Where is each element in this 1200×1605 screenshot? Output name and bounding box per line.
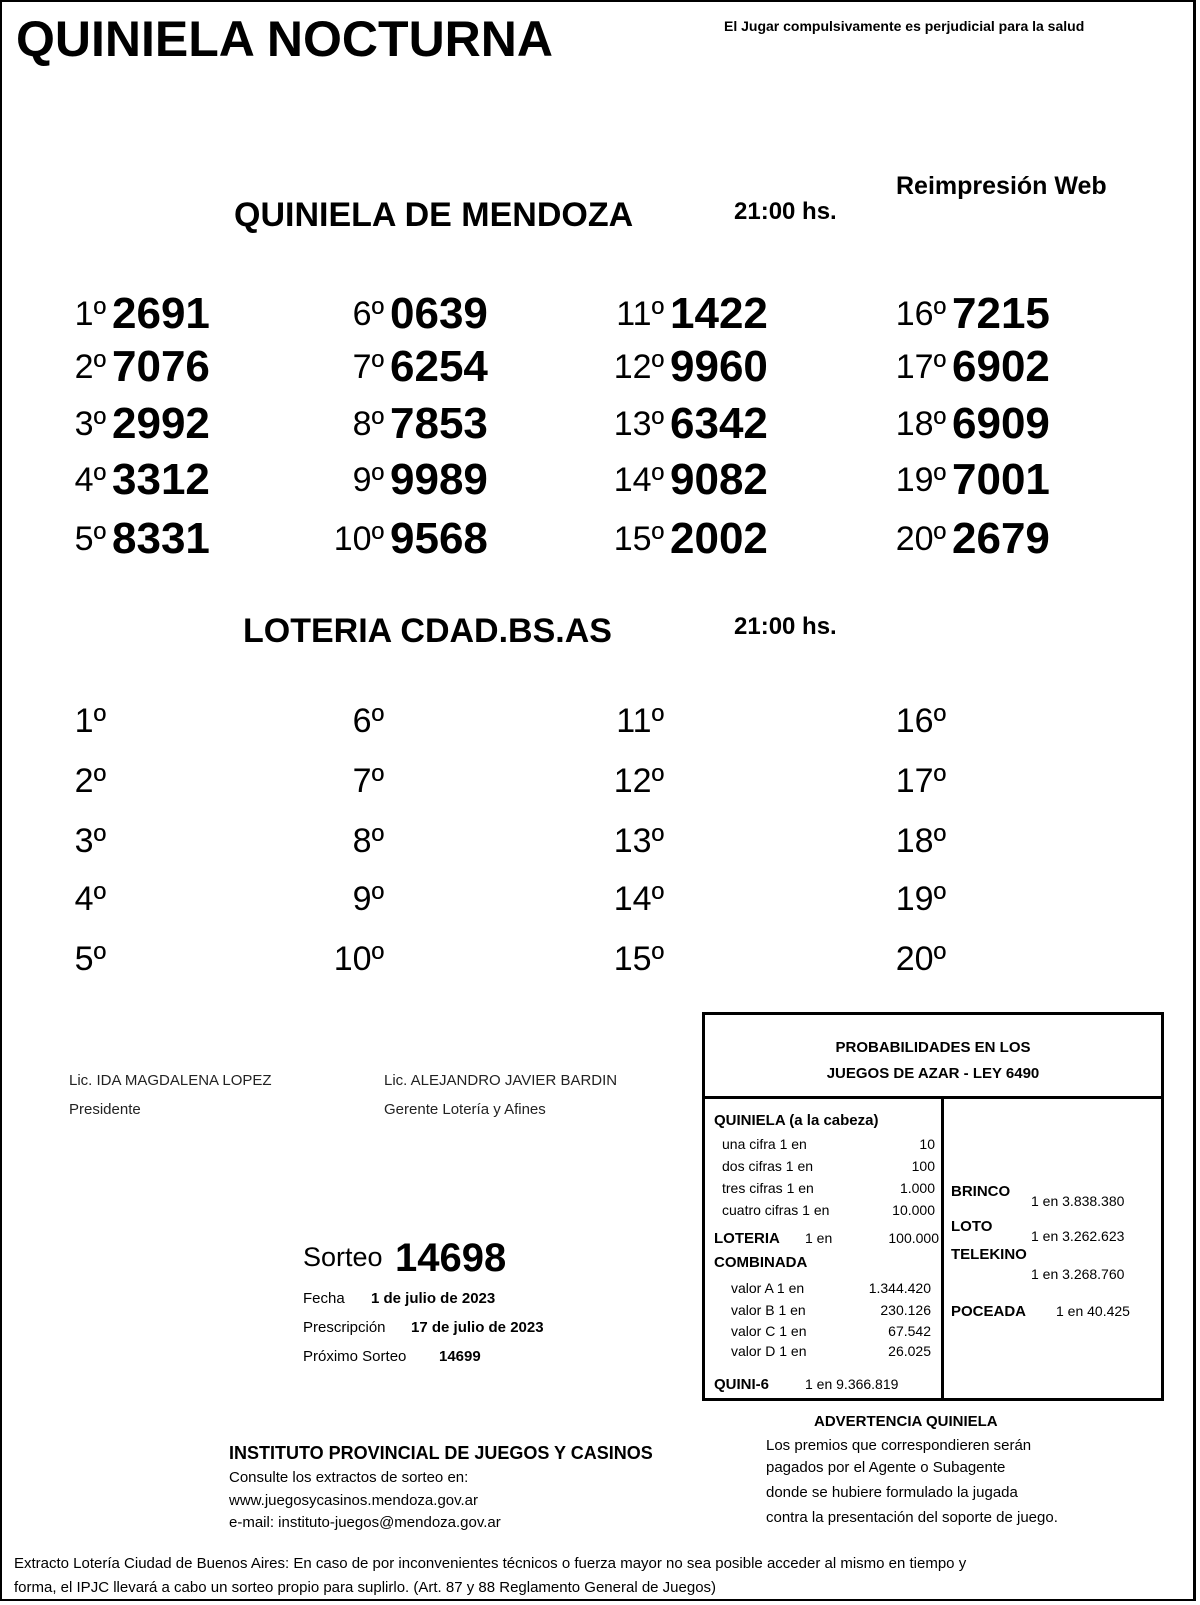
bsas-position: 14º (613, 880, 664, 918)
loteria-prob-text: 1 en (805, 1230, 833, 1246)
institute-website: www.juegosycasinos.mendoza.gov.ar (229, 1492, 479, 1509)
prescripcion-value: 17 de julio de 2023 (411, 1319, 544, 1336)
bsas-position: 13º (613, 822, 664, 860)
brinco-prob-value: 1 en 3.838.380 (1031, 1193, 1125, 1209)
footer-line-1: Extracto Lotería Ciudad de Buenos Aires: En caso de por inconvenientes técnicos o fuerza mayor no sea posible acceder al mismo en tiempo y (14, 1555, 967, 1572)
mendoza-number: 2992 (112, 399, 210, 448)
quiniela-row-value: 1.000 (899, 1180, 935, 1196)
mendoza-number: 8331 (112, 514, 210, 563)
advertencia-line: contra la presentación del soporte de juego. (766, 1509, 1058, 1526)
bsas-position: 18º (895, 822, 946, 860)
advertencia-line: pagados por el Agente o Subagente (766, 1459, 1006, 1476)
probabilities-title-1: PROBABILIDADES EN LOS (835, 1039, 1031, 1056)
advertencia-line: Los premios que correspondieren serán (766, 1437, 1032, 1454)
mendoza-position: 5º (74, 520, 106, 558)
fecha-value: 1 de julio de 2023 (371, 1290, 496, 1307)
loto-prob-label: LOTO (951, 1218, 993, 1235)
quiniela-row-value: 100 (911, 1158, 935, 1174)
mendoza-position: 1º (74, 295, 106, 333)
quiniela-row-value: 10.000 (892, 1202, 935, 1218)
mendoza-position: 15º (613, 520, 664, 558)
mendoza-number: 7853 (390, 399, 488, 448)
signature-role-1: Presidente (69, 1101, 141, 1118)
poceada-prob-label: POCEADA (951, 1303, 1027, 1320)
proximo-label: Próximo Sorteo (303, 1348, 407, 1365)
mendoza-position: 7º (352, 348, 384, 386)
mendoza-position: 9º (352, 461, 384, 499)
combinada-row-label: valor A 1 en (731, 1280, 805, 1296)
bsas-position: 3º (74, 822, 106, 860)
bsas-position: 19º (895, 880, 946, 918)
mendoza-position: 8º (352, 405, 384, 443)
advertencia-line: donde se hubiere formulado la jugada (766, 1484, 1018, 1501)
mendoza-number: 7215 (952, 289, 1050, 338)
quiniela-prob-label: QUINIELA (a la cabeza) (714, 1112, 879, 1129)
institute-email: e-mail: instituto-juegos@mendoza.gov.ar (229, 1514, 501, 1531)
mendoza-number: 7076 (112, 342, 210, 391)
mendoza-number: 2691 (112, 289, 210, 338)
mendoza-number: 6902 (952, 342, 1050, 391)
combinada-row-value: 26.025 (888, 1343, 931, 1359)
mendoza-position: 3º (74, 405, 106, 443)
mendoza-position: 16º (895, 295, 946, 333)
combinada-prob-label: COMBINADA (714, 1254, 808, 1271)
mendoza-number: 2679 (952, 514, 1050, 563)
combinada-row-label: valor C 1 en (731, 1323, 807, 1339)
mendoza-number: 9082 (670, 455, 768, 504)
mendoza-position: 11º (616, 295, 664, 333)
institute-line-1: Consulte los extractos de sorteo en: (229, 1469, 469, 1486)
quini6-prob-value: 1 en 9.366.819 (805, 1376, 899, 1392)
mendoza-position: 14º (613, 461, 664, 499)
quini6-prob-label: QUINI-6 (714, 1376, 770, 1393)
probabilities-box (702, 1012, 1164, 1401)
mendoza-position: 19º (895, 461, 946, 499)
mendoza-position: 13º (613, 405, 664, 443)
loto-prob-value: 1 en 3.262.623 (1031, 1228, 1125, 1244)
signature-name-1: Lic. IDA MAGDALENA LOPEZ (69, 1072, 272, 1089)
sorteo-label: Sorteo (303, 1242, 383, 1272)
fecha-label: Fecha (303, 1290, 345, 1307)
loteria-prob-label: LOTERIA (714, 1230, 780, 1247)
bsas-position: 5º (74, 940, 106, 978)
reprint-label: Reimpresión Web (896, 172, 1107, 200)
bsas-position: 7º (352, 762, 384, 800)
mendoza-position: 10º (333, 520, 384, 558)
probabilities-divider (941, 1099, 944, 1398)
quiniela-row-label: tres cifras 1 en (722, 1180, 814, 1196)
bsas-position: 16º (895, 702, 946, 740)
mendoza-number: 0639 (390, 289, 488, 338)
quiniela-row-label: dos cifras 1 en (722, 1158, 814, 1174)
telekino-prob-label: TELEKINO (951, 1246, 1027, 1263)
combinada-row-label: valor D 1 en (731, 1343, 807, 1359)
mendoza-position: 18º (895, 405, 946, 443)
bsas-position: 20º (895, 940, 946, 978)
mendoza-number: 9989 (390, 455, 488, 504)
mendoza-number: 3312 (112, 455, 210, 504)
combinada-row-value: 230.126 (880, 1302, 931, 1318)
mendoza-position: 12º (613, 348, 664, 386)
combinada-row-value: 1.344.420 (868, 1280, 931, 1296)
bsas-position: 12º (613, 762, 664, 800)
prescripcion-label: Prescripción (303, 1319, 386, 1336)
loteria-prob-value: 100.000 (888, 1230, 939, 1246)
mendoza-position: 6º (352, 295, 384, 333)
advertencia-title: ADVERTENCIA QUINIELA (814, 1413, 998, 1430)
mendoza-number: 1422 (670, 289, 768, 338)
bsas-position: 15º (613, 940, 664, 978)
mendoza-number: 6342 (670, 399, 768, 448)
bsas-position: 9º (352, 880, 384, 918)
mendoza-number: 2002 (670, 514, 768, 563)
probabilities-title-2: JUEGOS DE AZAR - LEY 6490 (826, 1065, 1040, 1082)
bsas-position: 11º (616, 702, 664, 740)
mendoza-number: 7001 (952, 455, 1050, 504)
institute-name: INSTITUTO PROVINCIAL DE JUEGOS Y CASINOS (229, 1443, 653, 1463)
bsas-position: 4º (74, 880, 106, 918)
page-title: QUINIELA NOCTURNA (16, 11, 554, 67)
quiniela-row-value: 10 (919, 1136, 935, 1152)
bsas-position: 2º (74, 762, 106, 800)
signature-role-2: Gerente Lotería y Afines (384, 1101, 546, 1118)
mendoza-position: 2º (74, 348, 106, 386)
combinada-row-label: valor B 1 en (731, 1302, 806, 1318)
bsas-position: 6º (352, 702, 384, 740)
sorteo-number: 14698 (395, 1236, 507, 1280)
bsas-position: 8º (352, 822, 384, 860)
mendoza-time: 21:00 hs. (734, 198, 837, 225)
mendoza-number: 9568 (390, 514, 488, 563)
mendoza-number: 9960 (670, 342, 768, 391)
quiniela-row-label: cuatro cifras 1 en (722, 1202, 830, 1218)
mendoza-position: 20º (895, 520, 946, 558)
combinada-row-value: 67.542 (888, 1323, 931, 1339)
health-warning: El Jugar compulsivamente es perjudicial para la salud (724, 18, 1085, 34)
footer-line-2: forma, el IPJC llevará a cabo un sorteo propio para suplirlo. (Art. 87 y 88 Reglamento General de Juegos) (14, 1579, 717, 1596)
signature-name-2: Lic. ALEJANDRO JAVIER BARDIN (384, 1072, 618, 1089)
mendoza-position: 4º (74, 461, 106, 499)
bsas-title: LOTERIA CDAD.BS.AS (243, 612, 612, 650)
quiniela-row-label: una cifra 1 en (722, 1136, 807, 1152)
bsas-time: 21:00 hs. (734, 613, 837, 640)
bsas-position: 1º (74, 702, 106, 740)
mendoza-number: 6254 (390, 342, 488, 391)
mendoza-position: 17º (895, 348, 946, 386)
poceada-prob-value: 1 en 40.425 (1056, 1303, 1130, 1319)
brinco-prob-label: BRINCO (951, 1183, 1011, 1200)
bsas-position: 10º (333, 940, 384, 978)
probabilities-header (705, 1015, 1161, 1099)
proximo-value: 14699 (439, 1348, 481, 1365)
telekino-prob-value: 1 en 3.268.760 (1031, 1266, 1125, 1282)
mendoza-title: QUINIELA DE MENDOZA (234, 196, 634, 234)
bsas-position: 17º (895, 762, 946, 800)
mendoza-number: 6909 (952, 399, 1050, 448)
